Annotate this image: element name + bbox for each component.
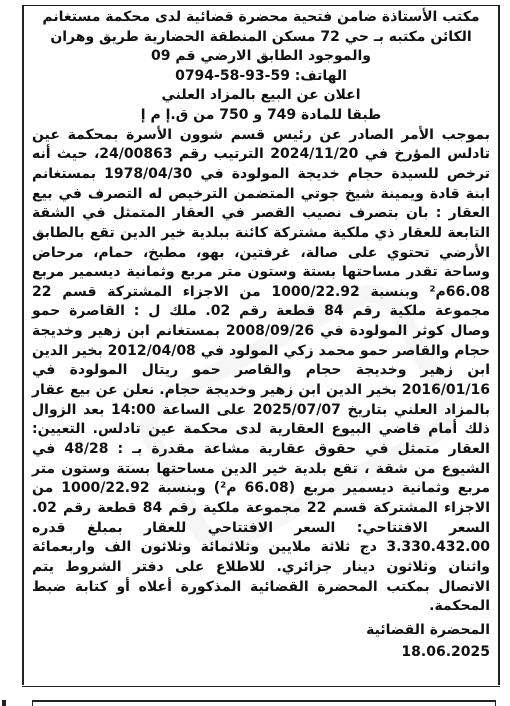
signature-date: 18.06.2025	[401, 643, 490, 660]
notice-body: بموجب الأمر الصادر عن رئيس قسم شوون الأسرة بمحكمة عين تادلس المؤرخ في 2024/11/20 الترتيب رقم 24/00863، حيث أنه ترخص للسيدة حجام خديجة المولودة في 1978/04/30 بمستغانم ابنة قادة ويمينة شيخ جوتي المتضمن الترخيص له التصرف في بيع العقار : بان بتصرف نصيب القصر في العقار المتمثل في الشقة التابعة للعقار ذي ملكية مشتركة كائنة ببلدية خير الدين تقع بالطابق الأرضي تحتوي على صالة، غرفتين، بهو، مطبخ، حمام، مرحاض وساحة تقدر مساحتها بستة وستون متر مربع وثمانية ديسمير مربع 66.08م² وبنسبة 1000/22.92 من الاجزاء المشتركة قسم 22 مجموعة ملكية رقم 84 قطعة رقم 02. ملك ل : القاصرة حمو وصال كوثر المولودة في 2008/09/26 بمستغانم ابن زهير وخديجة حجام والقاصر حمو محمد زكي المولود في 2012/04/08 بخير الدين ابن زهير وخديجة حجام والقاصر حمو ريتال المولودة في 2016/01/16 بخير الدين ابن زهير وخديجة حجام. نعلن عن بيع عقار بالمزاد العلني بتاريخ 2025/07/07 على الساعة 14:00 بعد الزوال ذلك أمام قاضي البيوع العقارية لدى محكمة عين تادلس. التعيين: العقار متمثل في حقوق عقارية مشاعة مقدرة بـ : 48/28 في الشيوع من شقة ، تقع بلدية خير الدين مساحتها بستة وستون متر مربع وثمانية ديسمير مربع (66.08 م²) وبنسبة 1000/22.92 من الاجزاء المشتركة قسم 22 مجموعة ملكية رقم 84 قطعة رقم 02. السعر الافتتاحي: السعر الافتتاحي للعقار بمبلغ قدره 3.330.432.00 دج ثلاثة ملايين وثلاثمائة وثلاثون الف واربعمائة واثنان وثلاثون دينار جزائري. للاطلاع على دفتر الشروط يتم الاتصال بمكتب المحضرة القضائية المذكورة أعلاه أو كتابة ضبط المحكمة.	[32, 126, 491, 615]
office-floor-line: والموجود الطابق الارضي قم 09	[151, 48, 371, 65]
legal-basis-line: طبقا للمادة 749 و 750 من ق.إ م إ	[140, 106, 382, 123]
signature-title: المحضرة القضائية	[366, 621, 490, 638]
page-edge-mark	[2, 700, 6, 706]
office-name-line: مكتب الأستاذة ضامن فتحية محضرة قضائية لدى محكمة مستغانم	[42, 9, 480, 25]
legal-notice	[22, 5, 500, 685]
next-notice-frame	[32, 700, 496, 706]
office-address-line: الكائن مكتبه بـ حي 72 مسكن المنطقة الحضارية طريق وهران	[50, 28, 472, 45]
office-phone-line: الهاتف: 59-93-58-0794	[175, 67, 347, 84]
notice-bottom-divider	[22, 686, 500, 687]
notice-title: اعلان عن البيع بالمزاد العلني	[161, 87, 361, 104]
